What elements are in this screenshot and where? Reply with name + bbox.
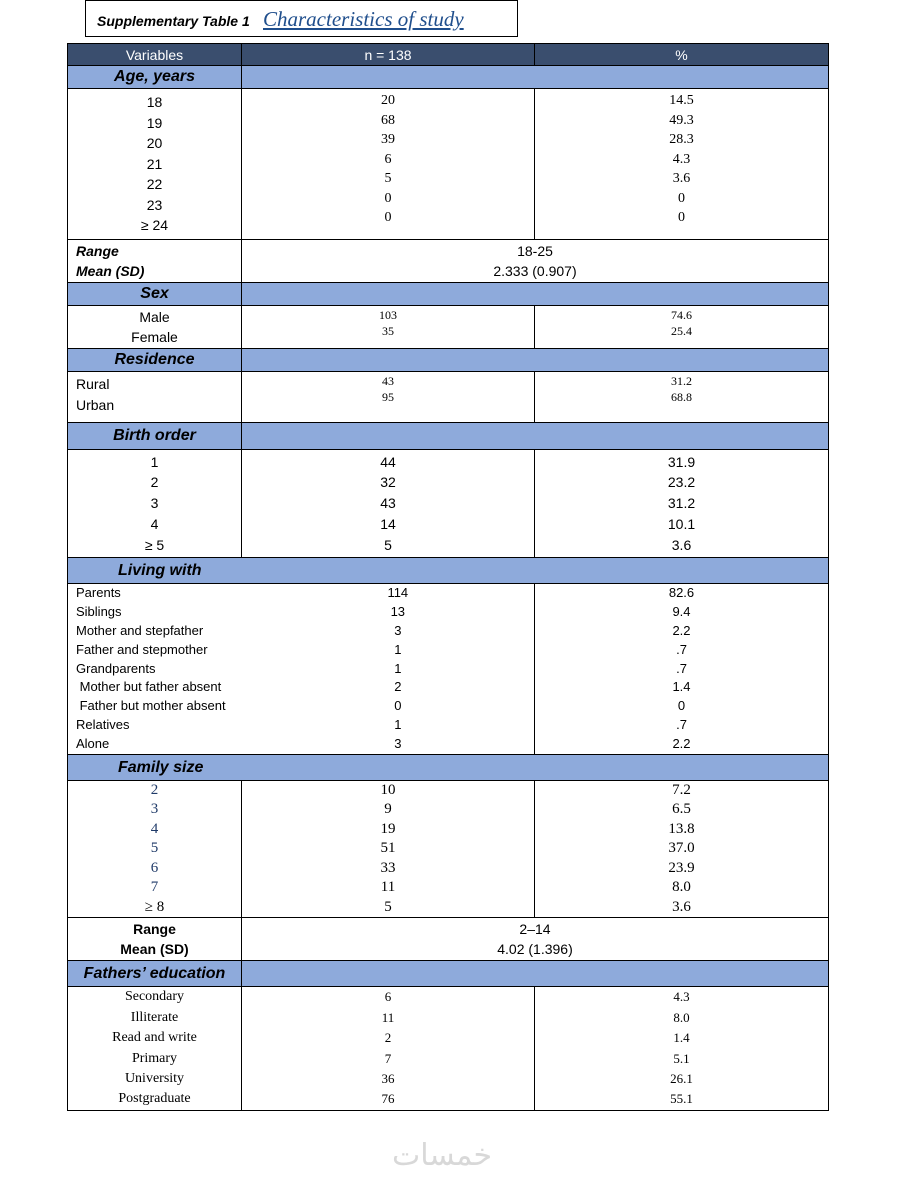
- caption-label: Supplementary Table 1: [97, 13, 250, 29]
- list-item: 0: [384, 190, 392, 206]
- list-item: Grandparents: [76, 660, 156, 676]
- list-item: Primary: [131, 1050, 178, 1066]
- list-item: Male: [139, 308, 170, 325]
- list-item: ≥ 5: [144, 536, 165, 553]
- range-value: 2–14: [519, 920, 551, 937]
- list-item: 0: [394, 698, 402, 714]
- list-item: Relatives: [76, 716, 130, 732]
- list-item: 7: [150, 879, 159, 896]
- section-label-birth-order: Birth order: [68, 423, 242, 450]
- list-item: 35: [382, 324, 394, 338]
- list-item: 43: [380, 495, 396, 512]
- list-item: Father and stepmother: [76, 641, 208, 657]
- age-values-row: [68, 89, 829, 240]
- list-item: ≥ 8: [144, 898, 165, 915]
- list-item: 3.6: [671, 536, 692, 553]
- list-item: Parents: [76, 585, 121, 601]
- list-item: 0: [384, 210, 392, 225]
- section-label-sex: Sex: [68, 283, 242, 306]
- list-item: 11: [381, 1009, 395, 1025]
- list-item: 3: [394, 623, 402, 638]
- list-item: ≥ 24: [140, 217, 169, 234]
- birth-order-pct-cell: [535, 450, 829, 558]
- family-size-summary-row: [68, 918, 829, 961]
- list-item: 4: [150, 820, 159, 837]
- list-item: 31.2: [671, 374, 692, 388]
- list-item: Illiterate: [130, 1009, 179, 1025]
- list-item: 21: [146, 155, 163, 172]
- family-size-summary-labels: [68, 918, 242, 961]
- list-item: 68.8: [671, 390, 692, 404]
- list-item: 2: [150, 474, 159, 491]
- mean-value: 2.333 (0.907): [493, 263, 577, 279]
- residence-pct-cell: [535, 372, 829, 423]
- list-item: 23: [146, 196, 163, 213]
- age-labels-cell: [68, 89, 242, 240]
- list-item: 37.0: [668, 840, 695, 857]
- section-living-with: [68, 558, 829, 584]
- caption-title: Characteristics of study: [263, 7, 464, 31]
- list-item: 6: [384, 989, 392, 1005]
- list-item: 28.3: [669, 132, 694, 147]
- list-item: Father but mother absent: [76, 698, 226, 714]
- list-item: 9: [384, 801, 392, 818]
- list-item: 36: [381, 1070, 395, 1086]
- section-age: [68, 66, 829, 89]
- sex-labels-cell: [68, 306, 242, 349]
- list-item: 3: [394, 735, 402, 751]
- list-item: 9.4: [672, 604, 691, 620]
- list-item: Mother but father absent: [76, 679, 222, 695]
- sex-pct-cell: [535, 306, 829, 349]
- list-item: 14: [380, 515, 396, 532]
- list-item: 22: [146, 176, 163, 193]
- list-item: 95: [382, 390, 394, 404]
- residence-labels-cell: [68, 372, 242, 423]
- list-item: 13: [390, 604, 406, 620]
- list-item: Secondary: [124, 989, 185, 1005]
- watermark: خمسات: [392, 1138, 493, 1173]
- range-label: Range: [76, 242, 119, 259]
- list-item: .7: [676, 716, 687, 732]
- list-item: 2.2: [672, 735, 691, 751]
- list-item: 25.4: [671, 324, 692, 338]
- list-item: 5.1: [673, 1050, 690, 1066]
- living-with-n: [242, 584, 534, 753]
- list-item: 82.6: [668, 585, 695, 601]
- list-item: 4: [150, 515, 159, 532]
- list-item: 6.5: [672, 801, 691, 818]
- section-birth-order: [68, 423, 829, 450]
- range-label: Range: [133, 920, 176, 937]
- residence-values-row: [68, 372, 829, 423]
- list-item: 5: [150, 840, 159, 857]
- section-label-age: Age, years: [68, 66, 242, 89]
- age-summary-row: [68, 240, 829, 283]
- list-item: 68: [381, 112, 395, 128]
- sex-values-row: [68, 306, 829, 349]
- family-size-n-cell: [242, 781, 535, 918]
- list-item: 10.1: [667, 515, 696, 532]
- section-family-size: [68, 755, 829, 781]
- list-item: 14.5: [669, 93, 694, 108]
- list-item: 44: [380, 453, 396, 470]
- section-sex: [68, 283, 829, 306]
- list-item: 39: [381, 132, 395, 147]
- list-item: 5: [384, 536, 392, 553]
- mean-label: Mean (SD): [76, 263, 145, 279]
- list-item: 0: [677, 698, 686, 714]
- fathers-education-labels-cell: [68, 987, 242, 1111]
- header-n: n = 138: [242, 44, 535, 66]
- list-item: 11: [380, 879, 396, 896]
- list-item: 74.6: [671, 308, 692, 322]
- characteristics-table: [67, 43, 829, 1111]
- list-item: 103: [379, 308, 397, 322]
- family-size-summary-values: [242, 918, 829, 961]
- list-item: 2: [150, 782, 159, 799]
- fathers-education-n-cell: [242, 987, 535, 1111]
- list-item: 3.6: [672, 898, 691, 915]
- list-item: 8.0: [672, 879, 691, 896]
- fathers-education-values-row: [68, 987, 829, 1111]
- list-item: 4.3: [673, 989, 690, 1005]
- list-item: Mother and stepfather: [76, 623, 204, 638]
- list-item: 1.4: [673, 1030, 690, 1046]
- list-item: 1.4: [672, 679, 691, 695]
- list-item: 6: [384, 151, 392, 167]
- birth-order-labels-cell: [68, 450, 242, 558]
- age-summary-labels: [68, 240, 242, 283]
- family-size-values-row: [68, 781, 829, 918]
- list-item: 2: [384, 1030, 392, 1046]
- list-item: 6: [150, 859, 159, 876]
- header-row: [68, 44, 829, 66]
- list-item: 8.0: [673, 1009, 690, 1025]
- list-item: 1: [394, 641, 402, 657]
- header-percent: %: [535, 44, 829, 66]
- list-item: 51: [380, 840, 396, 857]
- list-item: Siblings: [76, 604, 122, 620]
- list-item: 76: [381, 1091, 395, 1107]
- list-item: 31.9: [667, 453, 696, 470]
- list-item: 1: [394, 660, 402, 676]
- list-item: 32: [380, 474, 396, 491]
- living-with-pct-cell: [535, 584, 829, 755]
- list-item: 3: [150, 495, 159, 512]
- list-item: 26.1: [670, 1070, 693, 1086]
- list-item: Rural: [76, 376, 110, 392]
- family-size-pct-cell: [535, 781, 829, 918]
- birth-order-values-row: [68, 450, 829, 558]
- list-item: Read and write: [112, 1030, 197, 1046]
- list-item: 1: [150, 453, 159, 470]
- list-item: Alone: [76, 735, 110, 751]
- section-label-residence: Residence: [68, 349, 242, 372]
- age-pct-cell: [535, 89, 829, 240]
- living-with-values-row: [68, 584, 829, 755]
- list-item: 5: [384, 171, 392, 186]
- list-item: 18: [146, 93, 163, 110]
- birth-order-n-cell: [242, 450, 535, 558]
- table-caption-box: [85, 0, 518, 37]
- list-item: Postgraduate: [118, 1091, 191, 1107]
- list-item: 31.2: [667, 495, 696, 512]
- list-item: 23.2: [667, 474, 696, 491]
- list-item: 49.3: [669, 112, 694, 128]
- list-item: 55.1: [670, 1091, 693, 1107]
- list-item: 3.6: [672, 171, 691, 186]
- list-item: 0: [678, 210, 685, 225]
- list-item: 1: [394, 716, 402, 732]
- list-item: 20: [146, 135, 163, 152]
- section-label-living-with: Living with: [68, 558, 829, 584]
- list-item: 7.2: [672, 782, 691, 799]
- living-with-labels: [68, 584, 242, 753]
- section-label-fathers-education: Fathers’ education: [68, 961, 242, 987]
- section-fathers-education: [68, 961, 829, 987]
- mean-label: Mean (SD): [120, 941, 189, 957]
- list-item: 23.9: [668, 859, 695, 876]
- list-item: 19: [146, 114, 163, 131]
- list-item: Female: [131, 329, 178, 345]
- header-variables: Variables: [68, 44, 242, 66]
- age-n-cell: [242, 89, 535, 240]
- list-item: 20: [381, 93, 395, 108]
- list-item: .7: [676, 641, 687, 657]
- section-residence: [68, 349, 829, 372]
- list-item: 19: [380, 820, 396, 837]
- list-item: 5: [384, 898, 392, 915]
- list-item: University: [124, 1070, 185, 1086]
- mean-value: 4.02 (1.396): [497, 941, 573, 957]
- list-item: 3: [150, 801, 159, 818]
- family-size-labels-cell: [68, 781, 242, 918]
- age-summary-values: [242, 240, 829, 283]
- residence-n-cell: [242, 372, 535, 423]
- range-value: 18-25: [517, 242, 553, 259]
- sex-n-cell: [242, 306, 535, 349]
- list-item: 2.2: [672, 623, 691, 638]
- list-item: 0: [678, 190, 685, 206]
- living-with-labels-n-cell: [68, 584, 535, 755]
- list-item: 33: [380, 859, 396, 876]
- section-label-family-size: Family size: [68, 755, 829, 781]
- fathers-education-pct-cell: [535, 987, 829, 1111]
- list-item: 43: [382, 374, 394, 388]
- list-item: 2: [394, 679, 402, 695]
- list-item: 4.3: [672, 151, 691, 167]
- list-item: 10: [380, 782, 396, 799]
- list-item: 114: [387, 585, 409, 601]
- list-item: .7: [676, 660, 687, 676]
- list-item: 13.8: [668, 820, 695, 837]
- list-item: 7: [384, 1050, 392, 1066]
- list-item: Urban: [76, 396, 115, 413]
